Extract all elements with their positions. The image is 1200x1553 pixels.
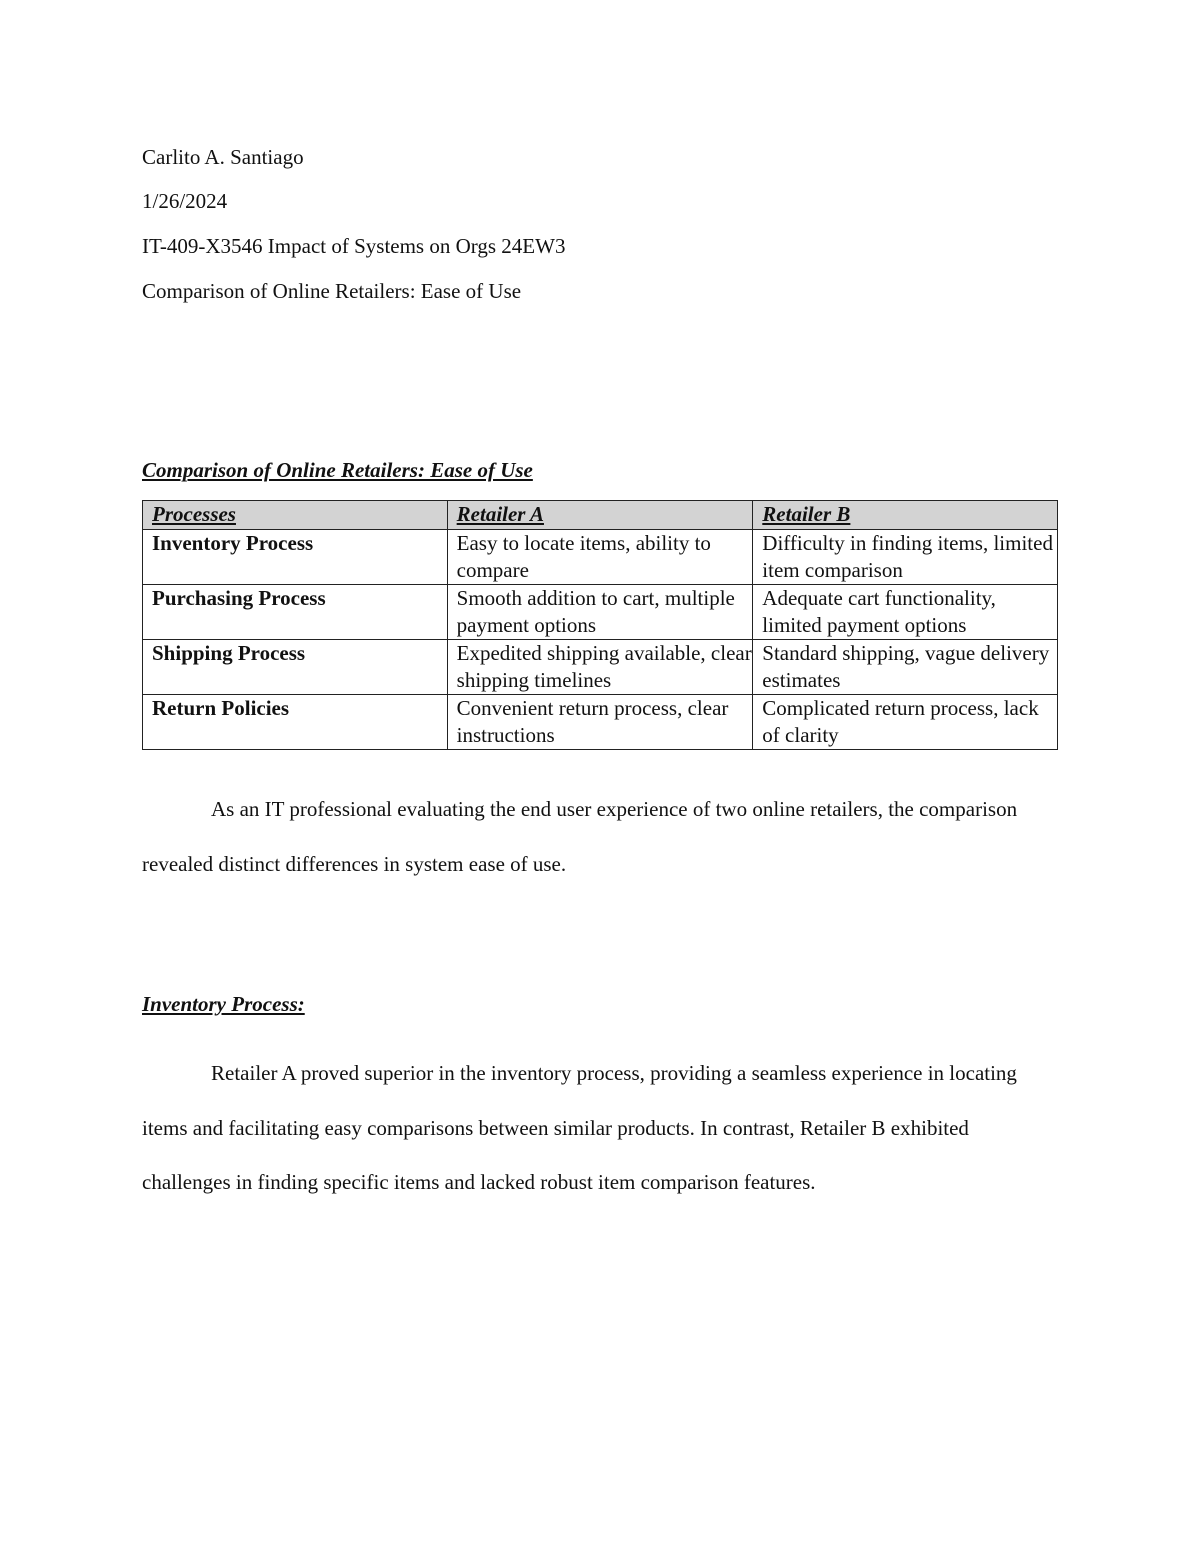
inventory-heading: Inventory Process: bbox=[142, 992, 305, 1016]
process-cell: Purchasing Process bbox=[143, 585, 448, 640]
intro-paragraph: As an IT professional evaluating the end user experience of two online retailers, the comparison revealed distinct differences in system ease of use. bbox=[142, 797, 1018, 876]
table-header-processes: Processes bbox=[143, 501, 448, 530]
table-row bbox=[143, 640, 1058, 695]
retailer-a-cell: Expedited shipping available, clear shipping timelines bbox=[447, 640, 753, 695]
table-row bbox=[143, 695, 1058, 750]
comparison-table bbox=[142, 500, 1058, 750]
author-name: Carlito A. Santiago bbox=[142, 145, 304, 169]
retailer-a-cell: Easy to locate items, ability to compare bbox=[447, 530, 753, 585]
table-header-row bbox=[143, 501, 1058, 530]
retailer-a-cell: Convenient return process, clear instructions bbox=[447, 695, 753, 750]
inventory-paragraph: Retailer A proved superior in the inventory process, providing a seamless experience in locating items and facilitating easy comparisons between similar products. In contrast, Retailer B exhibited challenges in finding specific items and lacked robust item comparison features. bbox=[142, 1061, 1017, 1194]
process-cell: Inventory Process bbox=[143, 530, 448, 585]
process-cell: Shipping Process bbox=[143, 640, 448, 695]
document-date: 1/26/2024 bbox=[142, 189, 228, 213]
assignment-title: Comparison of Online Retailers: Ease of Use bbox=[142, 279, 522, 303]
retailer-b-cell: Difficulty in finding items, limited item comparison bbox=[753, 530, 1058, 585]
table-header-retailer-a: Retailer A bbox=[447, 501, 753, 530]
retailer-b-cell: Standard shipping, vague delivery estimates bbox=[753, 640, 1058, 695]
retailer-b-cell: Complicated return process, lack of clarity bbox=[753, 695, 1058, 750]
retailer-a-cell: Smooth addition to cart, multiple payment options bbox=[447, 585, 753, 640]
course-title: IT-409-X3546 Impact of Systems on Orgs 24EW3 bbox=[142, 234, 566, 258]
process-cell: Return Policies bbox=[143, 695, 448, 750]
table-header-retailer-b: Retailer B bbox=[753, 501, 1058, 530]
table-row bbox=[143, 585, 1058, 640]
table-title: Comparison of Online Retailers: Ease of Use bbox=[142, 458, 533, 482]
retailer-b-cell: Adequate cart functionality, limited payment options bbox=[753, 585, 1058, 640]
table-row bbox=[143, 530, 1058, 585]
